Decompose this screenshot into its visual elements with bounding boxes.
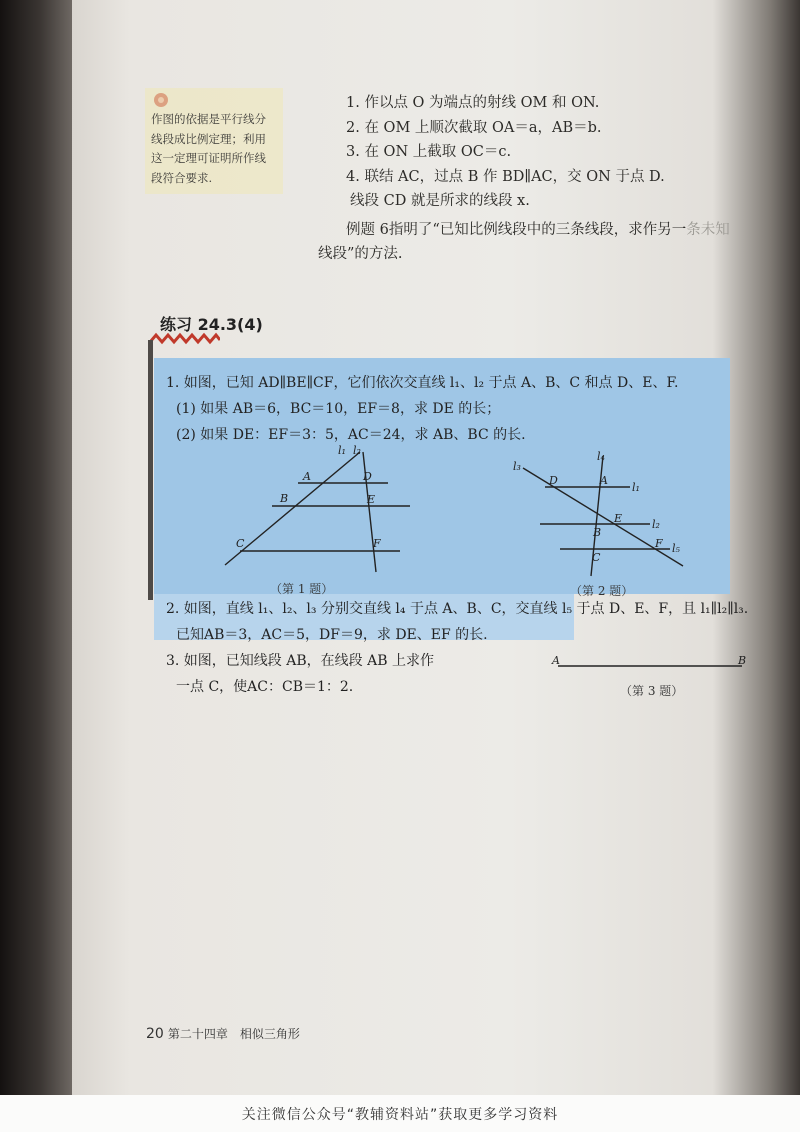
label-A: A <box>552 654 560 667</box>
q3-line2: 一点 C，使AC：CB＝1：2. <box>176 679 354 695</box>
label-B: B <box>593 526 602 539</box>
figure-1 <box>210 440 410 575</box>
q2-line2: 已知AB＝3，AC＝5，DF＝9，求 DE、EF 的长. <box>176 627 488 643</box>
book-spine-shadow <box>0 0 72 1132</box>
exercise-title: 练习 24.3(4) <box>160 315 263 334</box>
construction-steps <box>346 91 766 214</box>
label-F: F <box>373 537 381 550</box>
sidebar-note: 作图的依据是平行线分线段成比例定理；利用这一定理可证明所作线段符合要求. <box>145 88 283 194</box>
label-A: A <box>303 470 311 483</box>
title-zigzag-decoration <box>150 332 220 346</box>
step-3: 3. 在 ON 上截取 OC＝c. <box>346 144 512 160</box>
figure-1-caption: （第 1 题） <box>270 582 334 596</box>
figure-3 <box>550 650 750 680</box>
label-l2: l₂ <box>353 444 361 457</box>
page-footer <box>146 1025 300 1042</box>
label-l1: l₁ <box>632 481 640 494</box>
label-l2: l₂ <box>652 518 660 531</box>
label-D: D <box>549 474 558 487</box>
q3-line1: 3. 如图，已知线段 AB，在线段 AB 上求作 <box>166 653 434 669</box>
figure-2 <box>505 448 695 578</box>
label-E: E <box>614 512 623 525</box>
label-E: E <box>367 493 376 506</box>
label-B: B <box>738 654 747 667</box>
q1-part1: (1) 如果 AB＝6，BC＝10，EF＝8，求 DE 的长； <box>176 401 501 417</box>
exercise-side-bar <box>148 340 153 600</box>
summary-faded-text: 条未知 <box>686 222 730 238</box>
summary-text: 例题 6指明了“已知比例线段中的三条线段，求作另一 <box>346 222 687 238</box>
label-C: C <box>236 537 245 550</box>
q1-part2: (2) 如果 DE：EF＝3：5，AC＝24，求 AB、BC 的长. <box>176 427 526 443</box>
label-l5-end: l₅ <box>672 542 680 555</box>
q2-line1: 2. 如图，直线 l₁、l₂、l₃ 分别交直线 l₄ 于点 A、B、C，交直线 l₅ 于点 D、E、F，且 l₁∥l₂∥l₃. <box>166 601 749 617</box>
label-C: C <box>592 551 601 564</box>
page-number: 20 <box>146 1026 164 1042</box>
watermark-text: 关注微信公众号“教辅资料站”获取更多学习资料 <box>241 1107 559 1123</box>
figure-3-caption: （第 3 题） <box>620 684 684 698</box>
label-F: F <box>655 537 663 550</box>
step-4: 4. 联结 AC，过点 B 作 BD∥AC，交 ON 于点 D. <box>346 168 665 185</box>
label-D: D <box>363 470 372 483</box>
summary-paragraph <box>318 218 768 266</box>
figure-2-caption: （第 2 题） <box>570 584 634 598</box>
summary-end: 线段”的方法. <box>318 246 403 262</box>
line-l1 <box>225 452 360 565</box>
chapter-title: 第二十四章 相似三角形 <box>167 1027 300 1041</box>
label-B: B <box>280 492 289 505</box>
label-l1: l₁ <box>338 444 346 457</box>
step-1: 1. 作以点 O 为端点的射线 OM 和 ON. <box>346 95 600 111</box>
steps-result: 线段 CD 就是所求的线段 x. <box>350 193 530 209</box>
label-l5-top: l₃ <box>513 460 521 473</box>
label-A: A <box>600 474 608 487</box>
q1-stem: 1. 如图，已知 AD∥BE∥CF，它们依次交直线 l₁、l₂ 于点 A、B、C 和点 D、E、F. <box>166 375 679 391</box>
step-2: 2. 在 OM 上顺次截取 OA＝a，AB＝b. <box>346 119 602 136</box>
label-l4: l₄ <box>597 450 605 463</box>
